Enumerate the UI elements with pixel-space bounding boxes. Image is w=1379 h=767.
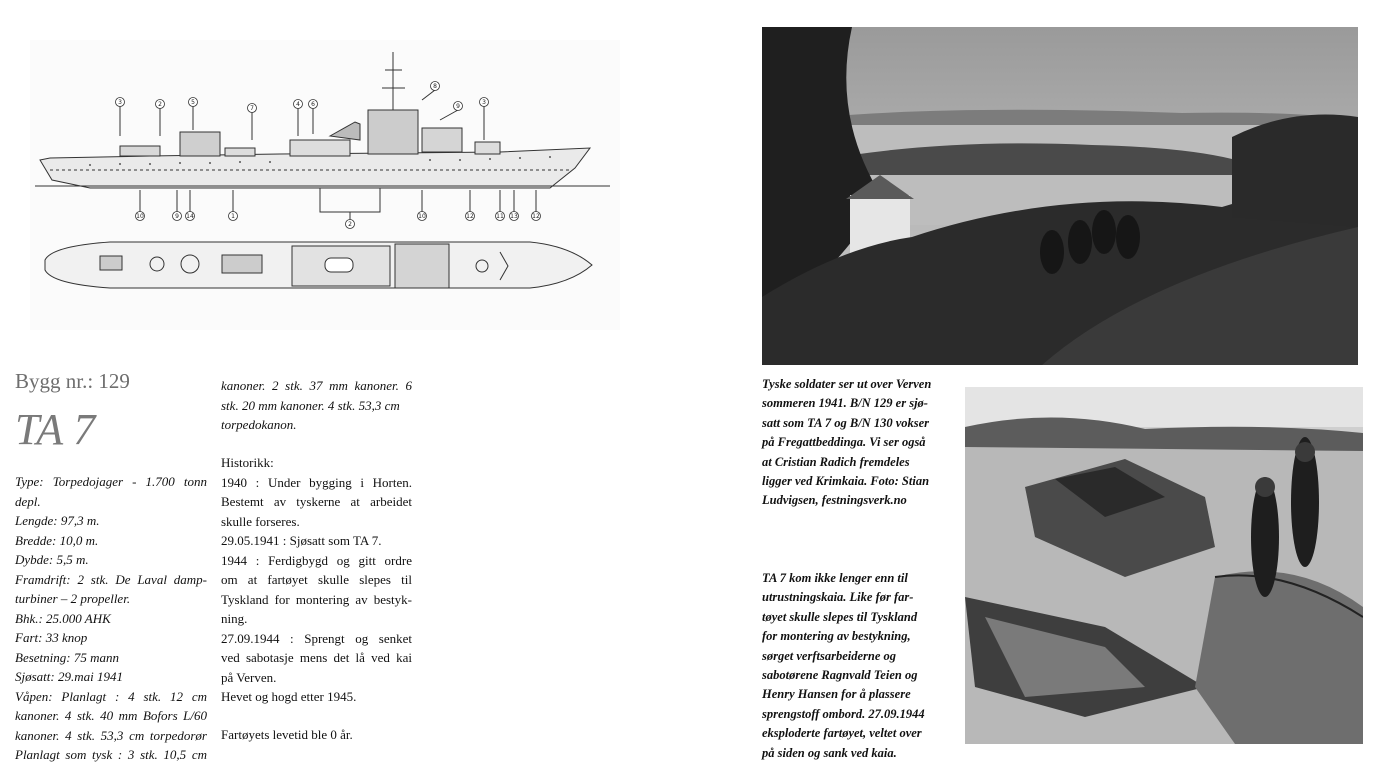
- callout-top-label: 3: [118, 99, 122, 106]
- text-line: torpedokanon.: [221, 417, 297, 432]
- callout-top-label: 9: [456, 103, 460, 110]
- callout-top-label: 4: [296, 101, 300, 108]
- callout-bottom-label: 14: [186, 213, 194, 220]
- spec-line: turbiner – 2 propeller.: [15, 591, 131, 606]
- caption-line: Ludvigsen, festningsverk.no: [762, 493, 907, 508]
- text-line: Hevet og hogd etter 1945.: [221, 689, 357, 704]
- caption-line: tøyet skulle slepes til Tyskland: [762, 609, 918, 624]
- callout-bottom-label: 2: [348, 221, 352, 228]
- callout-bottom-label: 1: [231, 213, 235, 220]
- spec-line: Fart: 33 knop: [15, 630, 88, 645]
- text-line: 1940 : Under bygging i Horten.: [221, 474, 412, 490]
- spec-line: Lengde: 97,3 m.: [15, 513, 100, 528]
- wreck-photo: [965, 387, 1363, 744]
- spec-line: Type: Torpedojager - 1.700 tonn: [15, 474, 207, 489]
- callout-top-label: 2: [158, 101, 162, 108]
- spec-line: kanoner. 4 stk. 53,3 cm torpedorør: [15, 727, 207, 743]
- caption-line: Tyske soldater ser ut over Verven: [762, 377, 932, 391]
- text-line: Bestemt av tyskerne at arbeidet: [221, 494, 412, 509]
- caption-line: på siden og sank ved kaia.: [762, 745, 897, 760]
- caption-line: sørget verftsarbeiderne og: [762, 648, 897, 663]
- spec-line: Dybde: 5,5 m.: [15, 552, 89, 567]
- caption-line: ligger ved Krimkaia. Foto: Stian: [762, 474, 930, 488]
- ship-profile-and-deck-plan: [30, 40, 620, 330]
- text-line: om at fartøyet skulle slepes til: [221, 572, 412, 587]
- caption-line: utrustningskaia. Like før far-: [762, 590, 914, 605]
- callout-top-label: 7: [250, 105, 254, 112]
- text-line: 1944 : Ferdigbygd og gitt ordre: [221, 552, 412, 568]
- caption-line: sommeren 1941. B/N 129 er sjø-: [762, 396, 928, 411]
- text-line: 29.05.1941 : Sjøsatt som TA 7.: [221, 533, 382, 548]
- callout-top-label: 6: [311, 101, 315, 108]
- caption-line: for montering av bestykning,: [762, 629, 911, 644]
- callout-bottom-label: 10: [136, 213, 144, 220]
- text-line: skulle forseres.: [221, 513, 300, 529]
- verven-photo-image: [762, 27, 1358, 365]
- callout-bottom-label: 13: [510, 213, 518, 220]
- callout-bottom-label: 9: [175, 213, 179, 220]
- callout-top-label: 5: [191, 99, 195, 106]
- caption-line: sprengstoff ombord. 27.09.1944: [762, 706, 925, 721]
- spec-line: Planlagt som tysk : 3 stk. 10,5 cm: [15, 747, 207, 762]
- text-line: Fartøyets levetid ble 0 år.: [221, 727, 353, 742]
- wreck-photo-image: [965, 387, 1363, 744]
- callout-bottom-label: 11: [496, 213, 504, 220]
- callout-bottom-label: 12: [532, 213, 540, 220]
- caption-line: sabotørene Ragnvald Teien og: [762, 668, 918, 682]
- text-line: 27.09.1944 : Sprengt og senket: [221, 630, 412, 646]
- callout-top-label: 8: [433, 83, 437, 90]
- callout-bottom-label: 10: [418, 213, 426, 220]
- caption-line: eksploderte fartøyet, veltet over: [762, 726, 922, 741]
- verven-photo: [762, 27, 1358, 365]
- callout-bottom-label: 12: [466, 213, 474, 220]
- spec-line: depl.: [15, 493, 41, 509]
- callout-top-label: 3: [482, 99, 486, 106]
- history-heading: Historikk:: [221, 455, 274, 470]
- text-line: ning.: [221, 611, 248, 626]
- caption-line: satt som TA 7 og B/N 130 vokser: [762, 415, 930, 430]
- caption-line: at Cristian Radich fremdeles: [762, 454, 910, 469]
- caption-line: TA 7 kom ikke lenger enn til: [762, 571, 908, 585]
- text-line: stk. 20 mm kanoner. 4 stk. 53,3 cm: [221, 397, 400, 413]
- ship-plan-drawing: [30, 40, 620, 330]
- spec-line: Besetning: 75 mann: [15, 649, 119, 665]
- spec-line: Bredde: 10,0 m.: [15, 532, 99, 548]
- text-line: kanoner. 2 stk. 37 mm kanoner. 6: [221, 378, 412, 393]
- caption-line: Henry Hansen for å plassere: [762, 687, 911, 702]
- spec-line: Framdrift: 2 stk. De Laval damp-: [15, 571, 207, 587]
- spec-line: Våpen: Planlagt : 4 stk. 12 cm: [15, 688, 207, 704]
- ship-title: TA 7: [15, 405, 96, 454]
- spec-line: kanoner. 4 stk. 40 mm Bofors L/60: [15, 708, 207, 723]
- build-number: Bygg nr.: 129: [15, 369, 130, 393]
- spec-line: Bhk.: 25.000 AHK: [15, 610, 111, 626]
- text-line: ved sabotasje mens det lå ved kai: [221, 650, 412, 665]
- caption-line: på Fregattbeddinga. Vi ser også: [762, 435, 926, 450]
- text-line: Tyskland for montering av bestyk-: [221, 591, 412, 607]
- spec-line: Sjøsatt: 29.mai 1941: [15, 669, 123, 684]
- text-line: på Verven.: [221, 669, 277, 685]
